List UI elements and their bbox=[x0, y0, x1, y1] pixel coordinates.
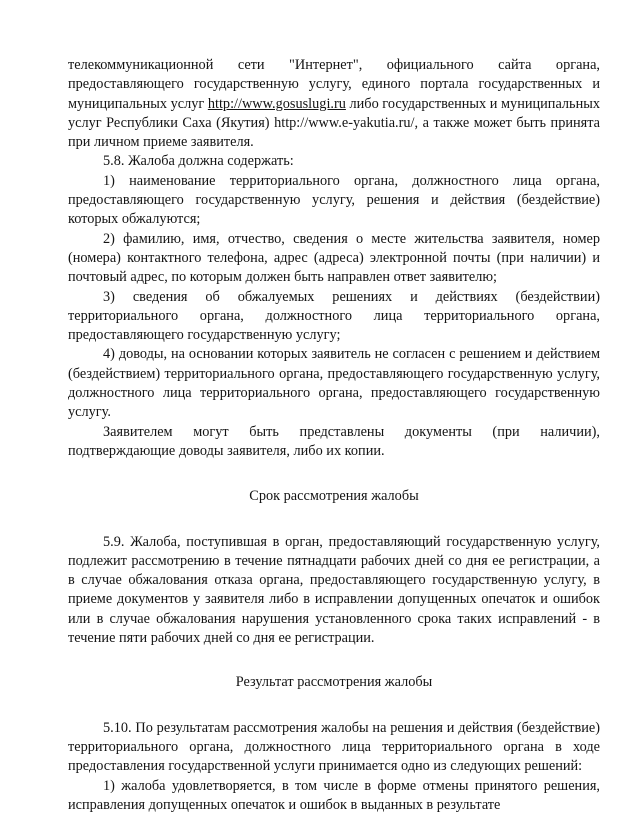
paragraph-5-10-item-1: 1) жалоба удовлетворяется, в том числе в форме отмены принятого решения, исправления допущенных опечаток и ошибок в выданных в результате bbox=[68, 777, 600, 813]
section-heading-review-result: Результат рассмотрения жалобы bbox=[235, 674, 433, 691]
paragraph-5-8-item-1: 1) наименование территориального органа, должностного лица органа, предоставляющего государственную услугу, решения и действия (бездействие) которых обжалуются; bbox=[68, 172, 600, 228]
paragraph-supporting-documents: Заявителем могут быть представлены документы (при наличии), подтверждающие доводы заявителя, либо их копии. bbox=[68, 423, 600, 459]
paragraph-5-8-item-4: 4) доводы, на основании которых заявитель не согласен с решением и действием (бездействием) территориального органа, предоставляющего государственную услугу, должностного лица территориального органа, предоставляющего государственную услугу. bbox=[68, 346, 600, 421]
gosuslugi-link[interactable]: http://www.gosuslugi.ru bbox=[207, 95, 346, 112]
paragraph-5-9: 5.9. Жалоба, поступившая в орган, предоставляющий государственную услугу, подлежит рассмотрению в течение пятнадцати рабочих дней со дня ее регистрации, а в случае обжалования отказа органа, предоставляющего государственную услугу, в приеме документов у заявителя либо в исправлении допущенных опечаток и ошибок или в случае обжалования нарушения установленного срока таких исправлений - в течение пяти рабочих дней со дня ее регистрации. bbox=[68, 533, 600, 647]
paragraph-complaint-channels bbox=[68, 56, 600, 152]
paragraph-text-start: телекоммуникационной сети "Интернет", официального сайта органа, предоставляющего государственную услугу, единого портала государственных и муниципальных услуг bbox=[68, 57, 600, 112]
paragraph-5-10: 5.10. По результатам рассмотрения жалобы на решения и действия (бездействие) территориального органа, должностного лица территориального органа в ходе предоставления государственной услуги принимается одно из следующих решений: bbox=[68, 719, 600, 775]
paragraph-text-end: либо государственных и муниципальных услуг Республики Саха (Якутия) http://www.e-yakutia.ru/, а также может быть принята при личном приеме заявителя. bbox=[68, 95, 600, 151]
paragraph-5-8-item-2: 2) фамилию, имя, отчество, сведения о месте жительства заявителя, номер (номера) контактного телефона, адрес (адреса) электронной почты (при наличии) и почтовый адрес, по которым должен быть направлен ответ заявителю; bbox=[68, 230, 600, 286]
paragraph-5-8: 5.8. Жалоба должна содержать: bbox=[103, 153, 294, 170]
section-heading-review-period: Срок рассмотрения жалобы bbox=[249, 488, 419, 505]
paragraph-5-8-item-3: 3) сведения об обжалуемых решениях и действиях (бездействии) территориального органа, должностного лица территориального органа, предоставляющего государственную услугу; bbox=[68, 288, 600, 344]
